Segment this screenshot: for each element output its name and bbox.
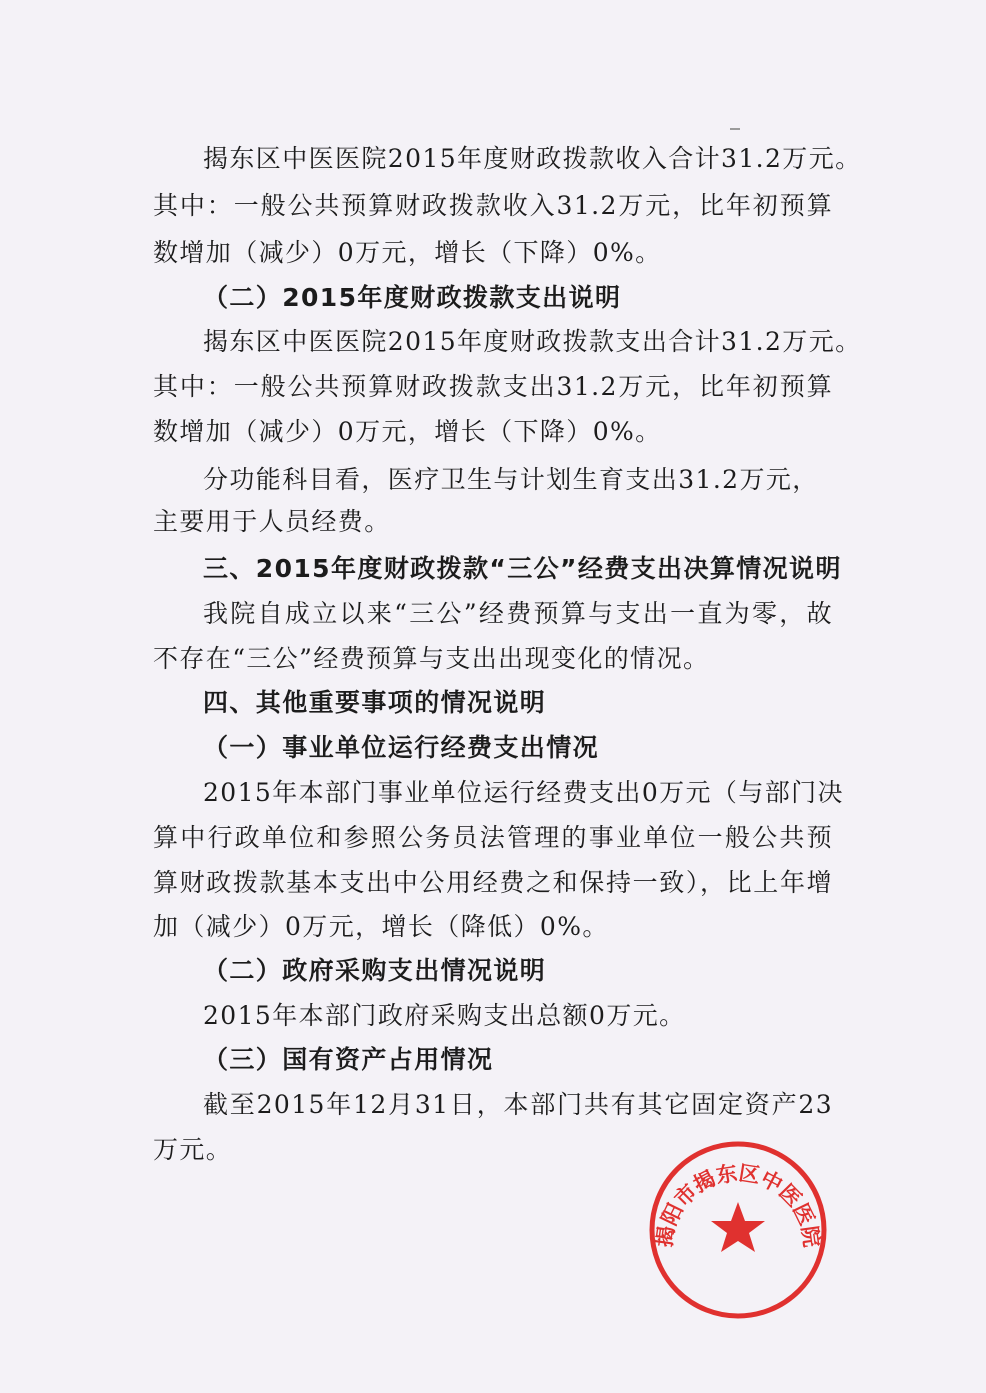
paragraph-line: 不存在“三公”经费预算与支出出现变化的情况。 — [153, 644, 710, 673]
section-heading: 三、2015年度财政拨款“三公”经费支出决算情况说明 — [203, 554, 842, 583]
paragraph-line: 其中：一般公共预算财政拨款收入31.2万元，比年初预算 — [153, 191, 833, 220]
subsection-heading: （一）事业单位运行经费支出情况 — [203, 733, 600, 762]
section-heading: （二）2015年度财政拨款支出说明 — [203, 283, 622, 312]
paragraph-line: 揭东区中医医院2015年度财政拨款支出合计31.2万元。 — [203, 327, 862, 356]
paragraph-line: 2015年本部门事业单位运行经费支出0万元（与部门决 — [203, 778, 844, 807]
paragraph-line: 加（减少）0万元，增长（降低）0%。 — [153, 912, 609, 941]
paragraph-line: 我院自成立以来“三公”经费预算与支出一直为零，故 — [203, 599, 833, 628]
scan-mark — [730, 128, 740, 130]
paragraph-line: 其中：一般公共预算财政拨款支出31.2万元，比年初预算 — [153, 372, 833, 401]
seal-star-icon — [711, 1202, 765, 1252]
subsection-heading: （三）国有资产占用情况 — [203, 1045, 494, 1074]
seal-text: 揭阳市揭东区中医医院 — [652, 1160, 824, 1249]
paragraph-line: 算财政拨款基本支出中公用经费之和保持一致），比上年增 — [153, 868, 833, 897]
paragraph-line: 2015年本部门政府采购支出总额0万元。 — [203, 1001, 686, 1030]
paragraph-line: 主要用于人员经费。 — [153, 507, 391, 536]
paragraph-line: 截至2015年12月31日，本部门共有其它固定资产23 — [203, 1090, 833, 1119]
paragraph-line: 万元。 — [153, 1135, 233, 1164]
paragraph-line: 数增加（减少）0万元，增长（下降）0%。 — [153, 417, 662, 446]
paragraph-line: 算中行政单位和参照公务员法管理的事业单位一般公共预 — [153, 823, 833, 852]
paragraph-line: 分功能科目看，医疗卫生与计划生育支出31.2万元， — [203, 465, 819, 494]
subsection-heading: （二）政府采购支出情况说明 — [203, 956, 547, 985]
official-seal — [646, 1138, 830, 1322]
section-heading: 四、其他重要事项的情况说明 — [203, 688, 547, 717]
paragraph-line: 揭东区中医医院2015年度财政拨款收入合计31.2万元。 — [203, 144, 862, 173]
paragraph-line: 数增加（减少）0万元，增长（下降）0%。 — [153, 238, 662, 267]
